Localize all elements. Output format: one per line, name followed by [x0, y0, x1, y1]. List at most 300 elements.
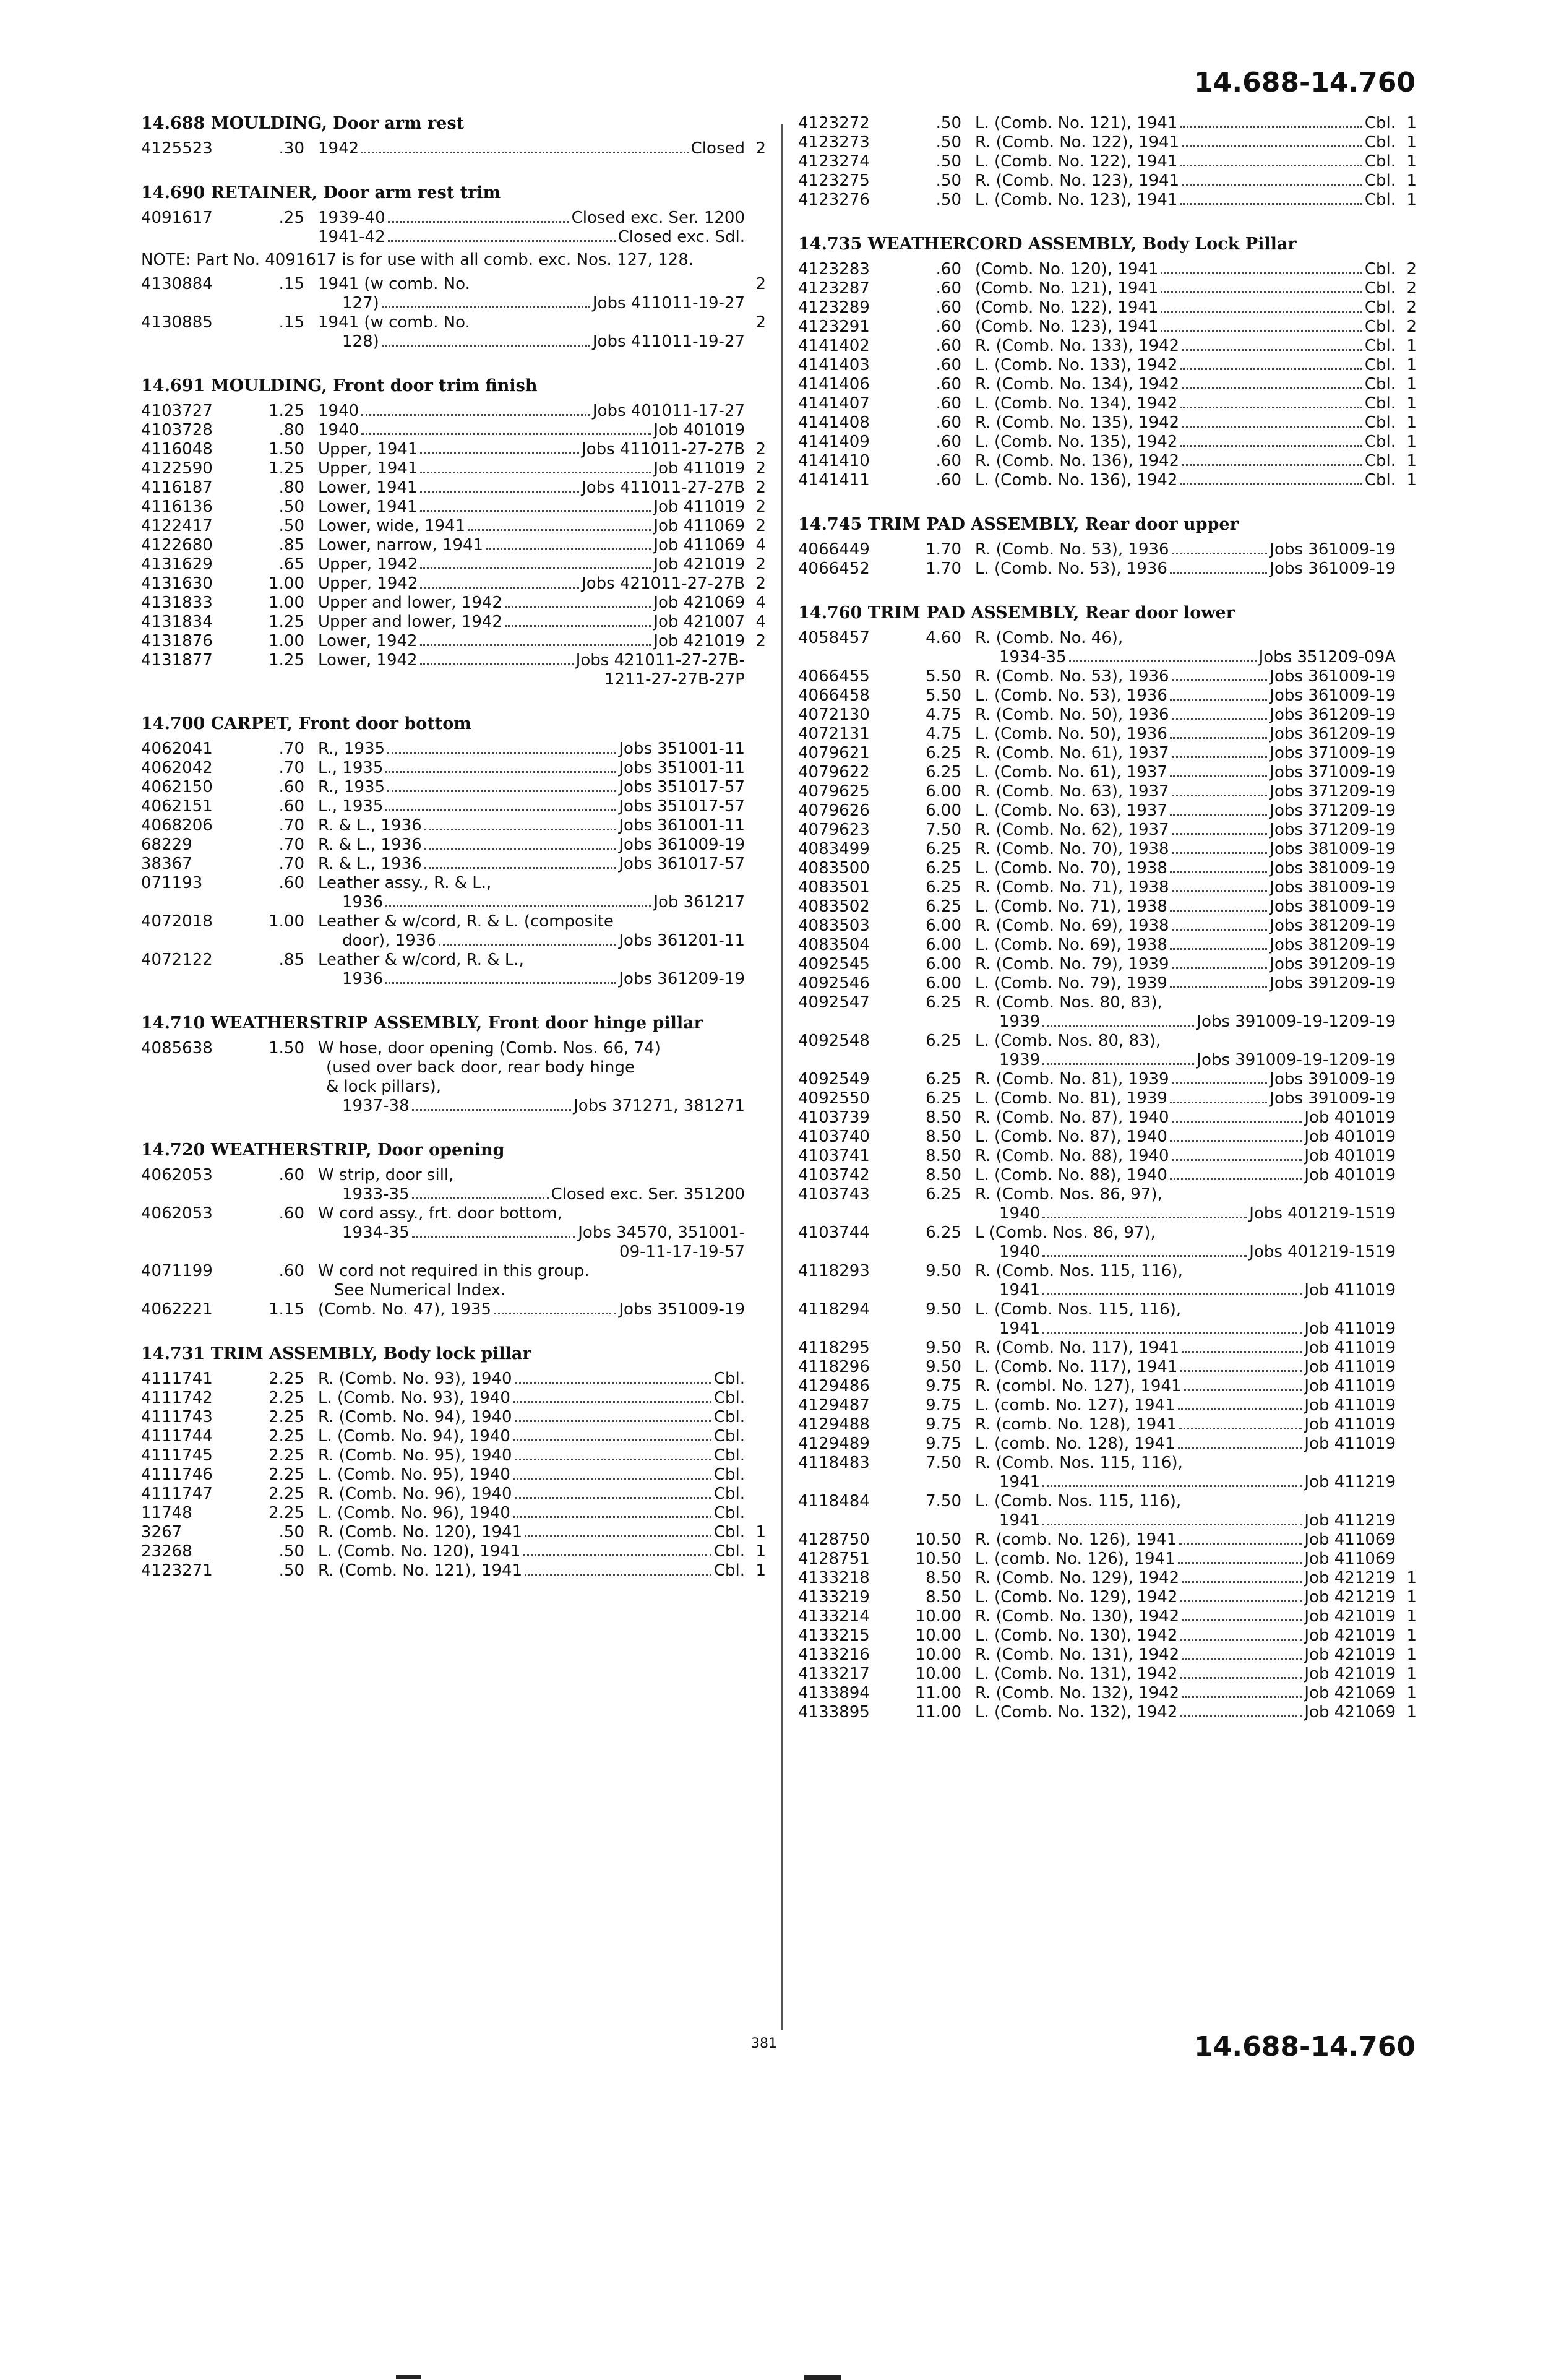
desc-text: R. & L., 1936 [318, 835, 422, 854]
desc-ref-line [318, 574, 745, 593]
part-number: 4103727 [141, 402, 213, 420]
desc-text: 1941 [975, 1281, 1041, 1300]
section-number: 14.700 [141, 714, 211, 733]
part-row [798, 171, 1417, 191]
part-row [798, 337, 1417, 356]
part-number: 4079625 [798, 782, 870, 801]
part-price: 2.25 [269, 1485, 304, 1503]
part-price: 10.50 [915, 1550, 961, 1568]
dot-leader [1042, 1511, 1302, 1525]
desc-text: 1940 [975, 1204, 1041, 1223]
part-number: 4071199 [141, 1262, 213, 1280]
part-number: 4079622 [798, 763, 870, 782]
part-price: 1.25 [269, 651, 304, 670]
dot-leader [1161, 317, 1362, 332]
job-ref: Cbl. [1364, 133, 1396, 152]
part-row [141, 139, 766, 158]
part-row [141, 797, 766, 816]
part-qty [1396, 1262, 1417, 1300]
part-row [141, 228, 766, 247]
section-number: 14.691 [141, 376, 211, 395]
part-qty [1396, 1108, 1417, 1127]
desc-line: See Numerical Index. [318, 1281, 506, 1300]
part-row [141, 951, 766, 989]
part-qty: 1 [755, 1523, 766, 1541]
part-qty: 1 [1406, 1684, 1417, 1702]
part-row [798, 1300, 1417, 1339]
part-price: 7.50 [926, 1454, 961, 1472]
part-number: 4141408 [798, 413, 870, 432]
section-name: TRIM PAD ASSEMBLY, Rear door lower [867, 603, 1235, 623]
part-number: 4062151 [141, 797, 213, 816]
part-number: 4103744 [798, 1223, 870, 1242]
job-ref: Job 401019 [1304, 1108, 1396, 1127]
part-row [141, 1369, 766, 1389]
desc-text: R. (Comb. No. 120), 1941 [318, 1523, 523, 1541]
desc-text: R. (Comb. No. 61), 1937 [975, 744, 1169, 762]
part-price: 9.75 [926, 1377, 961, 1395]
part-qty [745, 651, 766, 689]
part-qty [745, 855, 766, 874]
section-number: 14.745 [798, 515, 868, 534]
desc-ref-line [975, 152, 1396, 171]
part-number: 4062053 [141, 1166, 213, 1184]
desc-text: L. (Comb. No. 133), 1942 [975, 356, 1178, 374]
part-qty: 2 [755, 313, 766, 332]
part-description [975, 1089, 1396, 1108]
desc-ref-line [318, 1504, 745, 1523]
desc-text: R. (Comb. No. 62), 1937 [975, 821, 1169, 839]
section-title [798, 603, 1417, 623]
job-ref: Cbl. [1364, 279, 1396, 298]
part-row [798, 897, 1417, 916]
job-ref: Jobs 401011-17-27 [592, 402, 745, 420]
part-price: .60 [278, 874, 304, 892]
part-price: 1.00 [269, 632, 304, 650]
part-qty [1396, 667, 1417, 686]
job-ref: Jobs 391009-19 [1270, 1089, 1396, 1108]
desc-text: R. (combl. No. 127), 1941 [975, 1377, 1182, 1395]
part-row [798, 1339, 1417, 1358]
desc-text: Upper and lower, 1942 [318, 593, 502, 612]
part-description [318, 1427, 745, 1446]
dot-leader [1172, 1108, 1302, 1123]
desc-ref-line [975, 974, 1396, 993]
part-qty [745, 874, 766, 912]
part-row [798, 1530, 1417, 1550]
part-qty: 2 [1406, 317, 1417, 336]
part-row [798, 1147, 1417, 1166]
part-description [318, 536, 745, 555]
catalog-section [798, 515, 1417, 579]
part-qty [1396, 1070, 1417, 1089]
part-description [975, 394, 1396, 413]
part-qty [1396, 1147, 1417, 1166]
part-price: 10.00 [915, 1607, 961, 1626]
part-row [798, 114, 1417, 133]
desc-line: R. (Comb. Nos. 115, 116), [975, 1454, 1183, 1472]
dot-leader [1180, 191, 1362, 205]
part-number: 4118294 [798, 1300, 870, 1319]
part-number: 23268 [141, 1542, 192, 1561]
job-ref: Job 421019 [1304, 1607, 1396, 1626]
part-qty: 1 [1406, 1569, 1417, 1587]
job-ref: Job 421019 [653, 632, 745, 650]
job-ref: Cbl. [1364, 375, 1396, 394]
part-number: 4111742 [141, 1389, 213, 1407]
desc-text: R. (Comb. No. 63), 1937 [975, 782, 1169, 801]
part-number: 4092547 [798, 993, 870, 1012]
part-price: .25 [278, 209, 304, 227]
job-ref: Jobs 421011-27-27B [582, 574, 745, 593]
desc-ref-line [318, 478, 745, 498]
desc-ref-line [975, 936, 1396, 955]
part-number: 4111747 [141, 1485, 213, 1503]
part-qty: 1 [1406, 133, 1417, 152]
part-row [141, 593, 766, 613]
catalog-section [141, 1344, 766, 1580]
desc-text: Lower, wide, 1941 [318, 517, 466, 535]
part-price: 6.25 [926, 1185, 961, 1204]
part-price: 9.75 [926, 1434, 961, 1453]
desc-ref-line [318, 498, 745, 517]
desc-ref-line [975, 1550, 1396, 1569]
dot-leader [1182, 1607, 1302, 1621]
desc-text: L. (Comb. No. 135), 1942 [975, 433, 1178, 451]
dot-leader [1180, 1665, 1302, 1679]
job-ref: Cbl. [1364, 413, 1396, 432]
desc-text: 1933-35 [318, 1185, 410, 1204]
section-note: NOTE: Part No. 4091617 is for use with all comb. exc. Nos. 127, 128. [141, 251, 694, 269]
part-price: 6.25 [926, 897, 961, 916]
desc-ref-line [975, 452, 1396, 471]
job-ref: Jobs 371271, 381271 [574, 1097, 745, 1115]
part-qty [1396, 1396, 1417, 1415]
desc-ref-line [975, 897, 1396, 916]
desc-ref-line [975, 878, 1396, 897]
part-price: 11.00 [915, 1684, 961, 1702]
job-ref: Cbl. [1364, 191, 1396, 209]
job-ref: Job 411219 [1304, 1473, 1396, 1491]
job-ref: Cbl. [713, 1427, 745, 1446]
part-row [141, 574, 766, 593]
desc-ref-line [318, 651, 745, 670]
part-price: .60 [935, 413, 961, 432]
desc-text: L. (Comb. No. 130), 1942 [975, 1626, 1178, 1645]
part-price: .70 [278, 835, 304, 854]
part-price: 9.50 [926, 1300, 961, 1319]
part-price: 2.25 [269, 1408, 304, 1426]
desc-ref-line [975, 394, 1396, 413]
desc-ref-line [975, 1358, 1396, 1377]
part-price: 6.25 [926, 763, 961, 782]
dot-leader [1170, 1089, 1267, 1103]
part-description [318, 1542, 745, 1561]
job-ref: Cbl. [713, 1561, 745, 1580]
part-price: .60 [278, 1262, 304, 1280]
desc-ref-line [318, 1389, 745, 1408]
desc-ref-line [975, 648, 1396, 667]
part-price: .60 [278, 1204, 304, 1223]
part-row [798, 1358, 1417, 1377]
job-ref: Job 401019 [1304, 1127, 1396, 1146]
desc-text: R. (Comb. No. 53), 1936 [975, 540, 1169, 559]
part-description [318, 498, 745, 517]
desc-ref-line [975, 413, 1396, 433]
desc-line: 1941 (w comb. No. [318, 275, 470, 293]
part-qty: 1 [1406, 1588, 1417, 1606]
section-number: 14.690 [141, 183, 211, 202]
part-price: 2.25 [269, 1389, 304, 1407]
part-qty [1396, 1415, 1417, 1434]
part-qty [1396, 897, 1417, 916]
desc-text: L. (Comb. No. 117), 1941 [975, 1358, 1178, 1376]
dot-leader [420, 632, 651, 646]
dot-leader [412, 1185, 549, 1199]
part-qty: 1 [1406, 356, 1417, 374]
desc-ref-line [975, 1645, 1396, 1665]
part-row [141, 313, 766, 351]
part-qty: 2 [1406, 260, 1417, 278]
part-number: 4123272 [798, 114, 870, 132]
desc-ref-line [318, 855, 745, 874]
job-ref: Jobs 411011-27-27B [582, 478, 745, 497]
part-qty [1396, 629, 1417, 667]
desc-text: 1936 [318, 893, 384, 912]
part-description [975, 1396, 1396, 1415]
desc-ref-line [318, 294, 745, 313]
part-description [318, 739, 745, 759]
part-row [141, 1523, 766, 1542]
part-number: 4141410 [798, 452, 870, 470]
part-price: 9.50 [926, 1358, 961, 1376]
dot-leader [1172, 955, 1268, 969]
part-number: 4103741 [798, 1147, 870, 1165]
part-qty: 1 [1406, 394, 1417, 413]
job-ref: Jobs 391009-19 [1270, 1070, 1396, 1089]
part-description [975, 744, 1396, 763]
dot-leader [1179, 1530, 1302, 1545]
desc-ref-line [975, 1473, 1396, 1492]
part-row [798, 1569, 1417, 1588]
desc-ref-line [318, 402, 745, 421]
part-qty: 2 [755, 275, 766, 293]
part-number: 4118295 [798, 1339, 870, 1357]
part-row [798, 955, 1417, 974]
left-column [141, 114, 766, 1605]
part-price: .60 [935, 317, 961, 336]
part-description [975, 955, 1396, 974]
job-ref: Jobs 381209-19 [1270, 936, 1396, 954]
desc-text: 1934-35 [318, 1223, 410, 1242]
part-row [798, 298, 1417, 317]
part-row [798, 433, 1417, 452]
desc-text: L. (Comb. No. 88), 1940 [975, 1166, 1167, 1184]
job-ref: Cbl. [713, 1542, 745, 1561]
part-description [318, 1204, 745, 1262]
part-description [975, 1147, 1396, 1166]
part-row [798, 667, 1417, 686]
part-number: 4103742 [798, 1166, 870, 1184]
part-qty: 2 [755, 517, 766, 535]
part-row [798, 1415, 1417, 1434]
section-title [141, 376, 766, 395]
dot-leader [1172, 878, 1268, 892]
dot-leader [1042, 1281, 1302, 1295]
part-price: 2.25 [269, 1465, 304, 1484]
part-price: 8.50 [926, 1108, 961, 1127]
desc-ref-line [975, 1319, 1396, 1339]
part-price: .85 [278, 951, 304, 969]
part-qty [745, 739, 766, 759]
job-ref: Closed exc. Sdl. [617, 228, 745, 246]
part-qty [1396, 1550, 1417, 1569]
part-number: 4118483 [798, 1454, 870, 1472]
section-title [141, 114, 766, 133]
desc-text: R. (comb. No. 128), 1941 [975, 1415, 1177, 1434]
dot-leader [387, 778, 616, 792]
job-ref: Job 401019 [1304, 1147, 1396, 1165]
desc-line: W strip, door sill, [318, 1166, 454, 1184]
desc-ref-line [975, 801, 1396, 821]
dot-leader [1180, 471, 1362, 485]
part-description [318, 1504, 745, 1523]
part-number: 4129487 [798, 1396, 870, 1415]
part-price: 9.50 [926, 1262, 961, 1280]
part-price: .50 [935, 171, 961, 190]
job-ref: Cbl. [1364, 452, 1396, 470]
part-qty [745, 1485, 766, 1504]
desc-text: 127) [318, 294, 379, 313]
desc-text: R. (Comb. No. 94), 1940 [318, 1408, 512, 1426]
part-qty [1396, 859, 1417, 878]
part-row [798, 705, 1417, 725]
part-qty: 1 [755, 1542, 766, 1561]
job-ref: Jobs 351017-57 [619, 797, 745, 816]
part-description [975, 279, 1396, 298]
part-description [975, 337, 1396, 356]
desc-ref-line [975, 821, 1396, 840]
desc-text: L. (Comb. No. 71), 1938 [975, 897, 1167, 916]
part-qty [1396, 1454, 1417, 1492]
desc-ref-line [318, 778, 745, 797]
catalog-section [141, 1140, 766, 1319]
part-description [975, 821, 1396, 840]
part-price: .70 [278, 816, 304, 835]
part-qty [1396, 1166, 1417, 1185]
dot-leader [1170, 686, 1267, 701]
part-number: 4103739 [798, 1108, 870, 1127]
dot-leader [1172, 840, 1268, 854]
dot-leader [486, 536, 651, 550]
dot-leader [515, 1408, 711, 1422]
scan-mark [804, 2375, 841, 2380]
dot-leader [1042, 1243, 1247, 1257]
desc-text: R. (Comb. No. 132), 1942 [975, 1684, 1180, 1702]
part-row [141, 1427, 766, 1446]
part-row [141, 778, 766, 797]
page-header-range: 14.688-14.760 [1194, 67, 1416, 98]
part-row [798, 1185, 1417, 1223]
part-description [975, 1645, 1396, 1665]
part-number: 4123291 [798, 317, 870, 336]
part-number: 4131877 [141, 651, 213, 670]
part-description [318, 440, 745, 459]
desc-line: L. (Comb. Nos. 115, 116), [975, 1492, 1182, 1511]
desc-text: L. (Comb. No. 132), 1942 [975, 1703, 1178, 1722]
dot-leader [1170, 801, 1267, 816]
desc-text: R. (Comb. No. 123), 1941 [975, 171, 1180, 190]
part-qty [1396, 686, 1417, 705]
dot-leader [385, 893, 651, 907]
part-qty [1396, 1339, 1417, 1358]
job-ref: Jobs 411011-27-27B [582, 440, 745, 459]
part-number: 4103740 [798, 1127, 870, 1146]
job-ref: Jobs 361209-19 [619, 970, 745, 988]
desc-text: L. (comb. No. 128), 1941 [975, 1434, 1175, 1453]
part-price: .80 [278, 421, 304, 439]
part-qty [1396, 878, 1417, 897]
part-number: 38367 [141, 855, 192, 873]
part-qty: 1 [1406, 1607, 1417, 1626]
desc-text: 1940 [318, 402, 359, 420]
part-price: .60 [935, 375, 961, 394]
desc-text: R. (Comb. No. 122), 1941 [975, 133, 1180, 152]
part-qty [1396, 1358, 1417, 1377]
part-description [975, 1185, 1396, 1223]
part-number: 4130884 [141, 275, 213, 293]
dot-leader [1170, 859, 1267, 873]
dot-leader [513, 1504, 711, 1518]
job-ref: Jobs 361009-19 [1270, 540, 1396, 559]
dot-leader [1042, 1051, 1194, 1065]
desc-ref-line [975, 840, 1396, 859]
desc-line: (used over back door, rear body hinge [318, 1058, 635, 1077]
dot-leader [1170, 1127, 1302, 1142]
section-name: WEATHERSTRIP, Door opening [210, 1140, 505, 1160]
desc-ref-line [975, 686, 1396, 705]
part-row [141, 912, 766, 951]
job-ref: Job 421019 [1304, 1665, 1396, 1683]
desc-line: Leather assy., R. & L., [318, 874, 492, 892]
dot-leader [1170, 974, 1267, 988]
dot-leader [1042, 1319, 1302, 1334]
desc-ref-line [975, 471, 1396, 490]
desc-ref-line [318, 1300, 745, 1319]
dot-leader [382, 294, 590, 308]
part-qty [745, 1389, 766, 1408]
part-qty [1396, 1434, 1417, 1454]
part-row [798, 1665, 1417, 1684]
part-description [975, 1166, 1396, 1185]
part-number: 4133217 [798, 1665, 870, 1683]
part-price: .60 [935, 471, 961, 489]
part-row [141, 816, 766, 835]
part-number: 4092546 [798, 974, 870, 993]
desc-ref-line [975, 1665, 1396, 1684]
part-number: 4123273 [798, 133, 870, 152]
part-row [798, 821, 1417, 840]
part-description [318, 651, 745, 689]
desc-text: R. (Comb. No. 81), 1939 [975, 1070, 1169, 1089]
part-price: 9.75 [926, 1415, 961, 1434]
job-ref: Job 401019 [1304, 1166, 1396, 1184]
part-number: 4062042 [141, 759, 213, 777]
desc-text: 1941-42 [318, 228, 385, 246]
part-description [975, 433, 1396, 452]
dot-leader [1180, 1626, 1302, 1641]
part-qty [1396, 1377, 1417, 1396]
